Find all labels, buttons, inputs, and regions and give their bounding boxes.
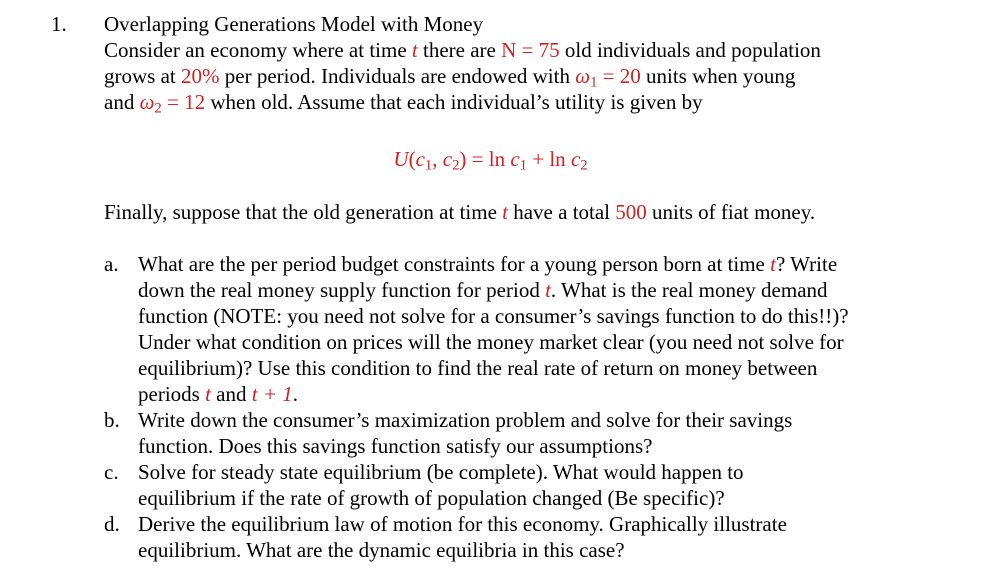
part-b: b. Write down the consumer’s maximization problem and solve for their savings function. Does this savings function satisfy our assumptions? — [104, 408, 793, 458]
part-d: d. Derive the equilibrium law of motion for this economy. Graphically illustrate equilibrium. What are the dynamic equilibria in this case? — [104, 512, 787, 562]
question-parts — [104, 251, 964, 563]
part-label: a. — [104, 252, 119, 276]
part-a: a. What are the per period budget constraints for a young person born at time t? Write down the real money supply function for period t. What is the real money demand function (NOTE: you need not solve for a consumer’s savings function to do this!!)? Under what condition on prices will the money market clear (you need not solve for equilibrium)? Use this condition to find the real rate of return on money between periods t and t + 1. — [104, 252, 849, 406]
intro-line-1: Consider an economy where at time t there are N = 75 old individuals and population — [104, 38, 821, 62]
problem-intro — [104, 11, 964, 115]
part-label: d. — [104, 512, 120, 536]
growth-rate: 20% — [181, 64, 220, 88]
population-value: N = 75 — [501, 38, 560, 62]
endowment-old: $\omega_2 = 12$ — [139, 90, 206, 117]
utility-equation: $U(c_1$, $c_2) = \ln c_1 + \ln c_2$ — [393, 147, 588, 174]
part-c: c. Solve for steady state equilibrium (be complete). What would happen to equilibrium if the rate of growth of population changed (Be specific)? — [104, 460, 744, 510]
money-amount: 500 — [615, 200, 647, 224]
problem-title: Overlapping Generations Model with Money — [104, 12, 484, 36]
money-stock-statement: Finally, suppose that the old generation at time t have a total 500 units of fiat money. — [104, 200, 816, 224]
problem-number: 1. — [51, 12, 67, 36]
time-variable: t — [411, 38, 418, 62]
intro-line-2: grows at 20% per period. Individuals are endowed with $\omega_1 = 20$ units when young — [104, 64, 796, 91]
part-label: b. — [104, 408, 120, 432]
intro-line-3: and $\omega_2 = 12$ when old. Assume that each individual’s utility is given by — [104, 90, 703, 117]
part-label: c. — [104, 460, 119, 484]
endowment-young: $\omega_1 = 20$ — [575, 64, 641, 91]
